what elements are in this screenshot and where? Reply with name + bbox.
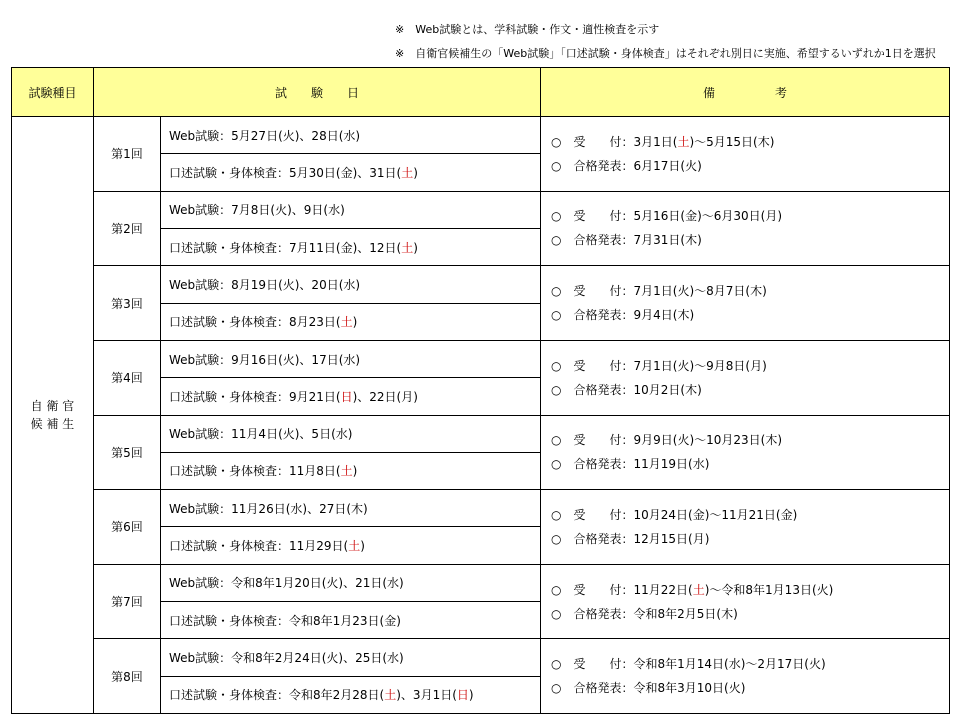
oral-exam-text: ) bbox=[352, 315, 358, 330]
remarks-cell bbox=[541, 191, 950, 266]
round-label: 第1回 bbox=[94, 117, 161, 192]
holiday-mark: 土 bbox=[692, 582, 705, 597]
reception-text: ○ 受 付：令和8年1月14日(水)～2月17日(火) bbox=[551, 657, 826, 672]
round-row-web bbox=[12, 340, 950, 377]
holiday-mark: 土 bbox=[340, 315, 353, 330]
web-exam-text: Web試験：7月8日(火)、9日(水) bbox=[169, 203, 345, 218]
remarks-cell bbox=[541, 639, 950, 714]
oral-exam-date bbox=[161, 303, 541, 340]
holiday-mark: 日 bbox=[340, 389, 353, 404]
oral-exam-text: 口述試験・身体検査：7月11日(金)、12日( bbox=[169, 240, 402, 255]
remarks-cell bbox=[541, 340, 950, 415]
oral-exam-text: ) bbox=[413, 240, 418, 255]
round-row-web bbox=[12, 266, 950, 303]
oral-exam-date bbox=[161, 527, 541, 564]
remarks-cell bbox=[541, 564, 950, 639]
reception-text: ○ 受 付：3月1日( bbox=[551, 134, 678, 149]
round-row-web bbox=[12, 564, 950, 601]
oral-exam-text: 口述試験・身体検査：令和8年1月23日(金) bbox=[169, 613, 401, 628]
holiday-mark: 土 bbox=[348, 539, 361, 554]
result-announcement bbox=[551, 676, 949, 700]
web-exam-date bbox=[161, 415, 541, 452]
reception-period bbox=[551, 354, 949, 378]
web-exam-text: Web試験：8月19日(火)、20日(水) bbox=[169, 277, 361, 292]
result-announcement bbox=[551, 378, 949, 402]
web-exam-date bbox=[161, 117, 541, 154]
web-exam-date bbox=[161, 639, 541, 676]
round-row-web bbox=[12, 490, 950, 527]
round-label: 第7回 bbox=[94, 564, 161, 639]
header-category: 試験種目 bbox=[12, 68, 94, 117]
result-text: ○ 合格発表：11月19日(水) bbox=[551, 457, 710, 472]
reception-period bbox=[551, 130, 949, 154]
result-text: ○ 合格発表：6月17日(火) bbox=[551, 158, 702, 173]
result-announcement bbox=[551, 228, 949, 252]
reception-text: ○ 受 付：5月16日(金)～6月30日(月) bbox=[551, 209, 783, 224]
oral-exam-text: 口述試験・身体検査：11月29日( bbox=[169, 539, 349, 554]
oral-exam-text: 口述試験・身体検査：5月30日(金)、31日( bbox=[169, 165, 402, 180]
reception-period bbox=[551, 578, 949, 602]
round-label: 第4回 bbox=[94, 340, 161, 415]
oral-exam-text: )、22日(月) bbox=[352, 389, 418, 404]
oral-exam-date bbox=[161, 228, 541, 265]
header-row bbox=[12, 68, 950, 117]
oral-exam-date bbox=[161, 452, 541, 489]
reception-period bbox=[551, 428, 949, 452]
oral-exam-text: ) bbox=[413, 165, 418, 180]
oral-exam-text: 口述試験・身体検査：令和8年2月28日( bbox=[169, 688, 385, 703]
reception-period bbox=[551, 279, 949, 303]
round-label: 第8回 bbox=[94, 639, 161, 714]
oral-exam-text: ) bbox=[360, 539, 365, 554]
holiday-mark: 土 bbox=[401, 240, 414, 255]
result-announcement bbox=[551, 154, 949, 178]
oral-exam-text: 口述試験・身体検査：8月23日( bbox=[169, 315, 341, 330]
remarks-cell bbox=[541, 490, 950, 565]
web-exam-date bbox=[161, 340, 541, 377]
note-candidate: ※ 自衛官候補生の「Web試験」「口述試験・身体検査」はそれぞれ別日に実施、希望するいずれか1日を選択 bbox=[395, 47, 936, 60]
reception-text: ○ 受 付：7月1日(火)～8月7日(木) bbox=[551, 284, 767, 299]
oral-exam-date bbox=[161, 602, 541, 639]
oral-exam-text: ) bbox=[468, 688, 474, 703]
reception-period bbox=[551, 652, 949, 676]
header-exam-date: 試 験 日 bbox=[94, 68, 541, 117]
holiday-mark: 土 bbox=[340, 464, 353, 479]
web-exam-date bbox=[161, 490, 541, 527]
holiday-mark: 日 bbox=[456, 688, 469, 703]
web-exam-text: Web試験：令和8年2月24日(火)、25日(水) bbox=[169, 651, 404, 666]
category-line: 候 補 生 bbox=[30, 417, 75, 431]
result-text: ○ 合格発表：7月31日(木) bbox=[551, 233, 702, 248]
oral-exam-date bbox=[161, 154, 541, 191]
reception-text: ○ 受 付：7月1日(火)～9月8日(月) bbox=[551, 358, 767, 373]
result-text: ○ 合格発表：12月15日(月) bbox=[551, 531, 710, 546]
reception-text: )～令和8年1月13日(火) bbox=[704, 582, 834, 597]
result-text: ○ 合格発表：9月4日(木) bbox=[551, 308, 695, 323]
holiday-mark: 土 bbox=[401, 165, 414, 180]
oral-exam-text: 口述試験・身体検査：9月21日( bbox=[169, 389, 341, 404]
reception-text: ○ 受 付：11月22日( bbox=[551, 582, 693, 597]
web-exam-date bbox=[161, 266, 541, 303]
oral-exam-date bbox=[161, 378, 541, 415]
header-remarks: 備 考 bbox=[541, 68, 950, 117]
result-text: ○ 合格発表：令和8年2月5日(木) bbox=[551, 606, 738, 621]
web-exam-text: Web試験：11月26日(水)、27日(木) bbox=[169, 501, 368, 516]
schedule-body bbox=[12, 117, 950, 714]
remarks-cell bbox=[541, 415, 950, 490]
web-exam-date bbox=[161, 564, 541, 601]
round-row-web bbox=[12, 639, 950, 676]
round-label: 第3回 bbox=[94, 266, 161, 341]
remarks-cell bbox=[541, 117, 950, 192]
note-web-exam: ※ Web試験とは、学科試験・作文・適性検査を示す bbox=[395, 23, 660, 36]
category-line: 自 衛 官 bbox=[30, 399, 75, 413]
round-row-web bbox=[12, 415, 950, 452]
round-label: 第5回 bbox=[94, 415, 161, 490]
reception-text: ○ 受 付：10月24日(金)～11月21日(金) bbox=[551, 507, 798, 522]
notes bbox=[395, 18, 936, 66]
result-announcement bbox=[551, 303, 949, 327]
reception-text: ○ 受 付：9月9日(火)～10月23日(木) bbox=[551, 433, 783, 448]
category-cell bbox=[12, 117, 94, 714]
result-announcement bbox=[551, 452, 949, 476]
web-exam-date bbox=[161, 191, 541, 228]
round-label: 第2回 bbox=[94, 191, 161, 266]
result-text: ○ 合格発表：令和8年3月10日(火) bbox=[551, 681, 746, 696]
oral-exam-text: )、3月1日( bbox=[396, 688, 457, 703]
round-row-web bbox=[12, 117, 950, 154]
result-announcement bbox=[551, 602, 949, 626]
round-row-web bbox=[12, 191, 950, 228]
exam-schedule-table bbox=[11, 67, 950, 714]
result-announcement bbox=[551, 527, 949, 551]
reception-text: )～5月15日(木) bbox=[689, 134, 775, 149]
web-exam-text: Web試験：9月16日(火)、17日(水) bbox=[169, 352, 361, 367]
reception-period bbox=[551, 503, 949, 527]
oral-exam-text: ) bbox=[352, 464, 358, 479]
holiday-mark: 土 bbox=[384, 688, 397, 703]
web-exam-text: Web試験：5月27日(火)、28日(水) bbox=[169, 128, 361, 143]
remarks-cell bbox=[541, 266, 950, 341]
round-label: 第6回 bbox=[94, 490, 161, 565]
oral-exam-date bbox=[161, 676, 541, 713]
reception-period bbox=[551, 204, 949, 228]
web-exam-text: Web試験：11月4日(火)、5日(水) bbox=[169, 427, 353, 442]
oral-exam-text: 口述試験・身体検査：11月8日( bbox=[169, 464, 341, 479]
holiday-mark: 土 bbox=[677, 134, 690, 149]
web-exam-text: Web試験：令和8年1月20日(火)、21日(水) bbox=[169, 576, 404, 591]
result-text: ○ 合格発表：10月2日(木) bbox=[551, 382, 702, 397]
